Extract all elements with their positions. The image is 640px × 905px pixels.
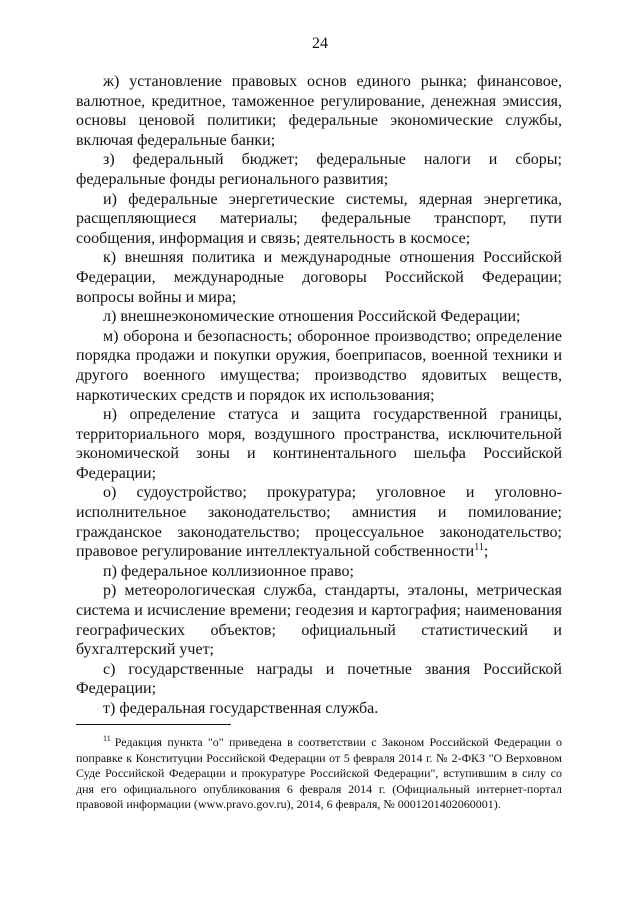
footnote-text: Редакция пункта "о" приведена в соответствии с Законом Российской Федерации о поправке к Конституции Российской Федерации от 5 февраля 2014 г. № 2-ФКЗ "О Верховном Суде Российской Федерации и прокуратуре Российской Федерации", вступившим в силу со дня его официального опубликования 6 февраля 2014 г. (Официальный интернет-портал правовой информации (www.pravo.gov.ru), 2014, 6 февраля, № 0001201402060001).: [76, 735, 562, 811]
footnote-paragraph: [76, 735, 562, 813]
paragraph-s: с) государственные награды и почетные звания Российской Федерации;: [76, 660, 562, 698]
paragraph-k: к) внешняя политика и международные отношения Российской Федерации, международные договоры Российской Федерации; вопросы войны и мира;: [76, 249, 562, 306]
paragraph-zh: ж) установление правовых основ единого рынка; финансовое, валютное, кредитное, таможенное регулирование, денежная эмиссия, основы ценовой политики; федеральные экономические службы, включая федеральные банки;: [76, 73, 562, 149]
article-body: [76, 72, 562, 719]
footnote-separator: [76, 724, 231, 725]
footnote: [76, 735, 562, 813]
paragraph-n: н) определение статуса и защита государственной границы, территориального моря, воздушного пространства, исключительной экономической зоны и континентального шельфа Российской Федерации;: [76, 406, 562, 482]
paragraph-o-text: о) судоустройство; прокуратура; уголовное и уголовно-исполнительное законодательство; амнистия и помилование; гражданское законодательство; процессуальное законодательство; правовое регулирование интеллектуальной собственности: [76, 484, 562, 561]
footnote-number: 11: [103, 734, 111, 743]
paragraph-p: п) федеральное коллизионное право;: [103, 562, 354, 580]
page-number: 24: [312, 35, 328, 52]
paragraph-l: л) внешнеэкономические отношения Российской Федерации;: [103, 308, 521, 326]
paragraph-o: [76, 483, 562, 561]
paragraph-r: р) метеорологическая служба, стандарты, эталоны, метрическая система и исчисление времени; геодезия и картография; наименования географических объектов; официальный статистический и бухгалтерский учет;: [76, 582, 562, 659]
paragraph-m: м) оборона и безопасность; оборонное производство; определение порядка продажи и покупки оружия, боеприпасов, военной техники и другого военного имущества; производство ядовитых веществ, наркотических средств и порядок их использования;: [76, 327, 562, 404]
paragraph-o-tail: ;: [483, 543, 489, 561]
paragraph-t: т) федеральная государственная служба.: [103, 700, 379, 717]
paragraph-z: з) федеральный бюджет; федеральные налоги и сборы; федеральные фонды регионального развития;: [76, 151, 562, 188]
paragraph-i: и) федеральные энергетические системы, ядерная энергетика, расщепляющиеся материалы; федеральные транспорт, пути сообщения, информация и связь; деятельность в космосе;: [76, 190, 562, 247]
footnote-reference[interactable]: 11: [474, 542, 484, 554]
